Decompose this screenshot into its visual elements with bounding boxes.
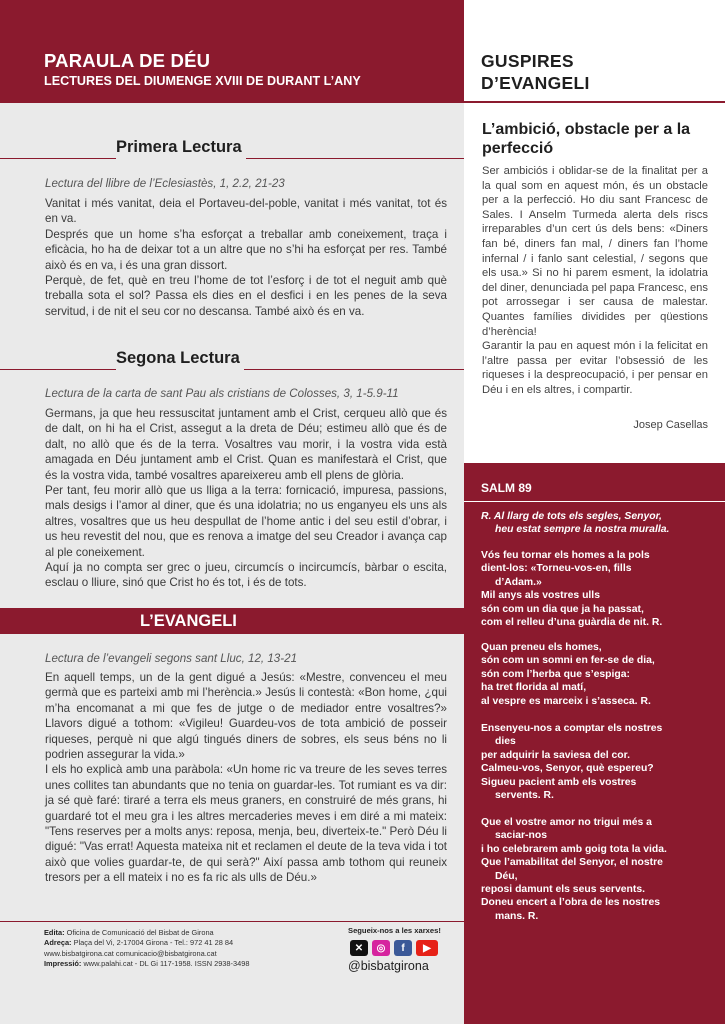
edita-value: Oficina de Comunicació del Bisbat de Girona [66,928,214,937]
social-handle[interactable]: @bisbatgirona [348,959,429,973]
segona-lectura-text [45,406,447,591]
primera-lectura-heading [0,129,464,163]
paragraph: Ser ambiciós i oblidar-se de la finalitat per a la qual som en aquest món, és un obstacle per a la perfecció. Ho diu sant Francesc de Sales. I Anselm Turmeda alerta dels riscs irreparables d’un cert ús dels bens: «Diners fan bé, diners fan mal, / diners fan l’home infernal / i fanlo sant celestial, / segons que els usa.» Si no hi parem esment, la idolatria del diner, denunciada pel papa Francesc, ens pot arrossegar i ser causa de malestar. Quantes famílies dividides per qüestions d’herència! [482,165,708,338]
evangeli-label: L’EVANGELI [132,608,247,634]
verse: Ensenyeu-nos a comptar els nostres [481,723,663,734]
verse: reposi damunt els seus servents. [481,884,646,896]
verse: Déu, [495,870,518,882]
verse: d’Adam.» [495,576,542,588]
paragraph: Germans, ja que heu ressuscitat juntament amb el Crist, cerqueu allò que és de dalt, on hi ha el Crist, assegut a la dreta de Déu; estimeu allò que és de dalt, no allò que és de la terra. Vosaltres vau morir, i la vostra vida està amagada en Déu juntament amb el Crist. Quan es manifestarà el Crist, que és la vostra vida, també vosaltres apareixereu amb ell plens de glòria. [45,407,447,482]
verse: Doneu encert a l’obra de les nostres [481,897,661,909]
follow-text: Segueix-nos a les xarxes! [348,926,441,935]
verse: com el relleu d’una guàrdia de nit. R. [481,617,663,629]
adreca-label: Adreça: [44,938,72,948]
paragraph: Perquè, de fet, què en treu l’home de tot l’esforç i de tot el neguit amb què treballa sota el sol? Passa els dies en el desfici i en les penes de la seva servitud, i de nit el seu cor no descansa. També això és en va. [45,274,447,318]
paragraph: I els ho explicà amb una paràbola: «Un home ric va treure de les seves terres unes collites tan abundants que no tenia on guardar-les. Tot rumiant es va dir: ja sé què faré: tiraré a terra els meus graners, en construiré de més grans, hi guardaré tot el meu gra i les altres mercaderies meves i em diré a mi mateix: "Tens reserves per a molts anys: reposa, menja, beu, diverteix-te." Però Déu li digué: "Vas errat! Aquesta mateixa nit et reclamen el deute de la teva vida i tot això que volies guardar-te, de qui serà?" Així passa amb tothom qui reuneix tresors per a ell mateix i no es fa ric als ulls de Déu.» [45,763,447,885]
facebook-icon[interactable]: f [394,940,412,956]
youtube-icon[interactable]: ▶ [416,940,438,956]
salm-stanza [481,641,717,708]
salm-stanza [481,722,717,802]
impressio-value: www.palahi.cat - DL Gi 117-1958. ISSN 2938-3498 [83,958,250,968]
response-line: R. Al llarg de tots els segles, Senyor, [481,511,662,522]
verse: Mil anys als vostres ulls [481,590,600,602]
segona-lectura-label: Segona Lectura [116,349,244,370]
salm-stanza [481,816,717,923]
verse: saciar-nos [495,830,547,842]
salm-response [481,510,717,536]
primera-lectura-text [45,196,447,319]
verse: són com un dia que ja ha passat, [481,603,644,615]
verse: Que l’amabilitat del Senyor, el nostre [481,857,663,869]
verse: Calmeu-vos, Senyor, què espereu? [481,763,654,775]
paragraph: Aquí ja no compta ser grec o jueu, circumcís o incircumcís, bàrbar o escita, esclau o lliure, sinó que Crist ho és tot, i és de tots. [45,561,447,590]
salm-panel [464,463,725,1024]
footer [0,921,464,979]
x-icon[interactable]: ✕ [350,940,368,956]
response-line: heu estat sempre la nostra muralla. [495,524,670,536]
paragraph: Per tant, feu morir allò que us lliga a la terra: fornicació, impuresa, passions, mals desigs i l’amor al diner, que és una idolatria; no us enganyeu els uns als altres, vosaltres que us heu despullat de l’home antic i del seu estil d’obrar, i us heu revestit del nou, que es renova a imatge del seu Creador i avança cap al ple coneixement. [45,484,447,559]
paragraph: En aquell temps, un de la gent digué a Jesús: «Mestre, convenceu el meu germà que es parteixi amb mi l’herència.» Jesús li contestà: «Bon home, ¿qui m’ha encomanat a mi que fes de jutge o de mediador entre vosaltres?» Llavors digué a tothom: «Vigileu! Guardeu-vos de tota ambició de posseir riqueses, perquè ni que algú tingués diners de sobres, els seus béns no li podrien assegurar la vida.» [45,671,447,762]
guspires-article-text [482,164,708,398]
web-links[interactable]: www.bisbatgirona.cat comunicacio@bisbatgirona.cat [44,948,217,958]
primera-lectura-label: Primera Lectura [116,138,246,159]
verse: dies [495,736,516,748]
verse: i ho celebrarem amb goig tota la vida. [481,843,667,855]
verse: Que el vostre amor no trigui més a [481,817,652,828]
footer-info [44,928,249,969]
verse: són com l’herba que s’espiga: [481,668,630,680]
evangeli-heading [0,608,464,634]
guspires-author: Josep Casellas [633,419,708,431]
adreca-value: Plaça del Vi, 2-17004 Girona - Tel.: 972 41 28 84 [73,938,234,948]
main-header [0,0,464,103]
social-block [348,926,458,973]
segona-lectura-heading [0,340,464,374]
paragraph: Vanitat i més vanitat, deia el Portaveu-del-poble, vanitat i més vanitat, tot és en va. [45,197,447,226]
guspires-title-1: GUSPIRES [481,51,574,71]
primera-lectura-ref: Lectura del llibre de l’Eclesiastès, 1, 2.2, 21-23 [45,177,285,190]
segona-lectura-ref: Lectura de la carta de sant Pau als cristians de Colosses, 3, 1-5.9-11 [45,387,399,400]
guspires-title-2: D’EVANGELI [481,73,590,93]
verse: per adquirir la saviesa del cor. [481,749,631,761]
verse: servents. R. [495,790,554,802]
page-subtitle: LECTURES DEL DIUMENGE XVIII DE DURANT L’ANY [44,74,361,88]
verse: Quan preneu els homes, [481,642,602,653]
impressio-label: Impressió: [44,958,82,968]
guspires-article-title: L’ambició, obstacle per a la perfecció [482,121,691,157]
edita-label: Edita: [44,928,65,937]
salm-title: SALM 89 [481,481,532,495]
verse: Sigueu pacient amb els vostres [481,776,637,788]
paragraph: Garantir la pau en aquest món i la felicitat en l’altre passa per evitar l’obsessió de les riqueses i la despreocupació, i per pensar en Déu i en els altres, i compartir. [482,340,708,396]
verse: ha tret florida al matí, [481,682,587,694]
evangeli-text [45,670,447,886]
verse: Vós feu tornar els homes a la pols [481,550,650,561]
verse: dient-los: «Torneu-vos-en, fills [481,563,632,575]
guspires-header [464,0,725,103]
verse: són com un somni en fer-se de dia, [481,655,655,667]
verse: mans. R. [495,910,539,922]
page-title: PARAULA DE DÉU [44,50,211,71]
verse: al vespre es marceix i s’asseca. R. [481,695,651,707]
salm-stanza [481,549,717,629]
evangeli-ref: Lectura de l’evangeli segons sant Lluc, 12, 13-21 [45,652,298,665]
social-icons [350,940,458,956]
salm-divider [464,501,725,502]
instagram-icon[interactable]: ◎ [372,940,390,956]
paragraph: Després que un home s’ha esforçat a treballar amb coneixement, traça i eficàcia, ho ha de deixar tot a un altre que no s’hi ha esforçat per res. També això és en va, i és una gran dissort. [45,227,447,272]
